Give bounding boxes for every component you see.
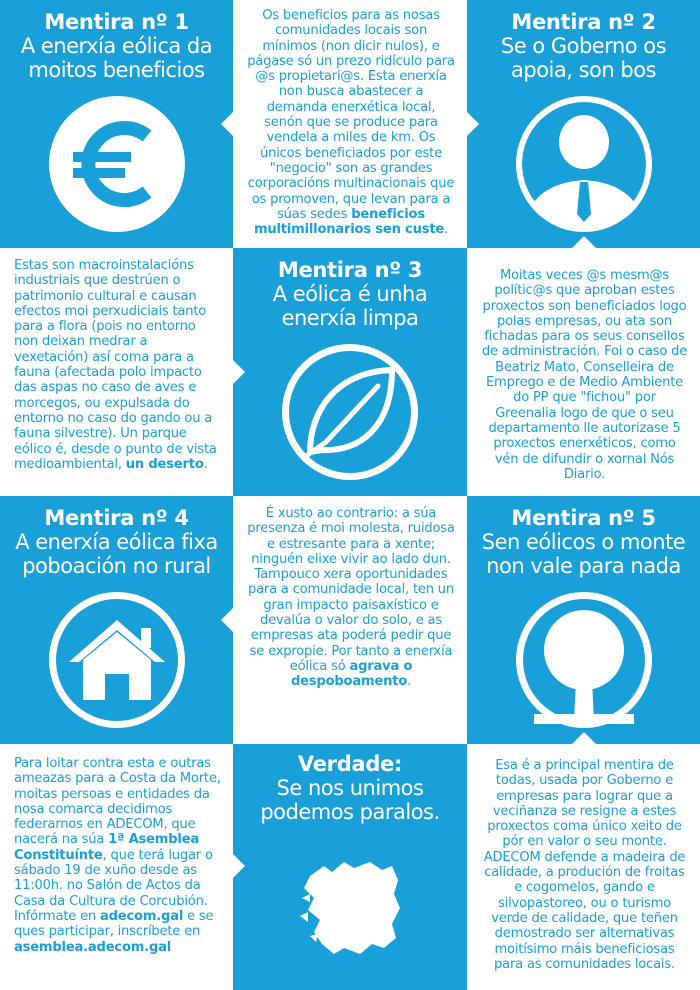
pointer-right <box>233 360 245 384</box>
myth-3-claim: A eólica é unha enerxía limpa <box>272 282 428 330</box>
truth-label: Verdade: <box>297 752 403 776</box>
myth-3-text: Estas son macroinstalacións industriais que destrúen o patrimonio cultural e causan efectos moi perxudiciais tanto para a flora (pois no entorno non deixan medrar a vexetación) así coma para a fauna (afectada polo impacto das aspas no caso de aves e morcegos, ou expulsada do entorno no caso do gando ou a fauna silvestre). Un parque eólico é, desde o punto de vista medioambiental, <box>14 258 217 472</box>
truth-title-panel <box>233 744 467 990</box>
myth-4-title-panel <box>0 496 233 744</box>
pointer-right <box>467 112 479 136</box>
truth-text-panel <box>0 744 233 990</box>
myth-3-text-panel <box>0 248 233 496</box>
myth-4-text: É xusto ao contrario: a súa presenza é moi molesta, ruidosa e estresante para a xente; ninguén elixe vivir ao lado dun. Tampouco xera oportunidades para a comunidade local, ten un gran impacto paisaxístico e devalúa o valor do solo, e as empresas ata poderá pedir que se expropie. Por tanto a enerxía eólica só <box>247 506 455 674</box>
myth-4-text-block <box>233 496 467 690</box>
myth-2-title-panel <box>467 0 700 248</box>
myth-4-label: Mentira nº 4 <box>44 506 189 530</box>
myth-1-text: Os beneficios para as nosas comunidades locais son mínimos (non dicir nulos), e págase só un prezo ridículo para @s propietari@s. Esta enerxía non busca abastecer a demanda enerxética local, senón que se produce para vendela a miles de km. Os únicos beneficiados por este "negocio" son as grandes corporacións multinacionais que os promoven, que levan para a súas sedes <box>247 8 455 222</box>
myth-2-text: Moitas veces @s mesm@s polític@s que aproban estes proxectos son beneficiados logo polas empresas, ou ata son fichadas para os seus consellos de administración. Foi o caso de Beatriz Mato, Conselleira de Emprego e de Medio Ambiente do PP que "fichou" por Greenalia logo de que o seu departamento lle autorizase 5 proxectos enerxéticos, como vén de difundir o xornal Nós Diario. <box>481 268 688 482</box>
pointer-right <box>233 854 245 878</box>
pointer-left <box>221 608 233 632</box>
truth-text-a: Para loitar contra esta e outras ameazas para a Costa da Morte, moitas persoas e entidades da nosa comarca decidimos federarnos en ADECOM, que nacerá na súa <box>14 756 221 848</box>
myth-1-label: Mentira nº 1 <box>44 10 189 34</box>
myth-3-text-block <box>0 248 233 472</box>
myth-4-emphasis: agrava o despoboamento <box>290 658 413 690</box>
galicia-map-icon <box>280 836 420 976</box>
euro-icon <box>47 94 187 234</box>
truth-text-c: e se ques participar, inscríbete en <box>14 908 214 940</box>
myth-1-text-panel <box>233 0 467 248</box>
house-icon <box>47 590 187 730</box>
myth-1-emphasis: beneficios multimillonarios sen custe <box>253 206 445 238</box>
myth-1-text-block <box>233 0 467 237</box>
myth-3-text-end: . <box>203 456 208 472</box>
myth-3-label: Mentira nº 3 <box>277 258 423 282</box>
website-link[interactable]: adecom.gal <box>99 908 184 924</box>
registration-link[interactable]: asemblea.adecom.gal <box>14 939 172 955</box>
truth-text-block <box>0 744 233 955</box>
myth-1-title-panel <box>0 0 233 248</box>
myth-5-text-panel <box>467 744 700 990</box>
myth-5-text: Esa é a principal mentira de todas, usada por Goberno e empresas para lograr que a veciñanza se resigne a estes proxectos coma único xeito de pór en valor o seu monte. ADECOM defende a madeira de calidade, a produción de froitas e cogomelos, gando e silvopastoreo, ou o turismo verde de calidade, que teñen demostrado ser alternativas moitísimo máis beneficiosas para as comunidades locais. <box>483 758 686 972</box>
assembly-name: 1ª Asemblea Constituínte <box>14 832 200 863</box>
myth-2-text-panel <box>467 248 700 496</box>
pointer-left <box>221 112 233 136</box>
tree-icon <box>514 590 654 730</box>
person-icon <box>514 94 654 234</box>
myth-1-claim: A enerxía eólica da moitos beneficios <box>20 34 213 82</box>
myth-5-title-panel <box>467 496 700 744</box>
myth-1-text-end: . <box>444 222 449 238</box>
pointer-up <box>572 236 596 248</box>
myth-5-label: Mentira nº 5 <box>511 506 656 530</box>
myth-4-text-end: . <box>407 674 412 690</box>
myth-2-label: Mentira nº 2 <box>511 10 656 34</box>
myth-4-claim: A enerxía eólica fixa poboación no rural <box>15 530 218 578</box>
myth-3-emphasis: un deserto <box>125 456 204 472</box>
leaf-icon <box>280 342 420 482</box>
pointer-up <box>572 732 596 744</box>
myth-5-claim: Sen eólicos o monte non vale para nada <box>481 530 686 578</box>
truth-text-b: , que terá lugar o sábado 19 de xuño desde as 11:00h. no Salón de Actos da Casa da Cultura de Corcubión. Infórmate en <box>14 847 213 924</box>
myth-3-title-panel <box>233 248 467 496</box>
myth-4-text-panel <box>233 496 467 744</box>
myth-2-claim: Se o Goberno os apoia, son bos <box>500 34 667 82</box>
truth-claim: Se nos unimos podemos paralos. <box>260 776 440 824</box>
